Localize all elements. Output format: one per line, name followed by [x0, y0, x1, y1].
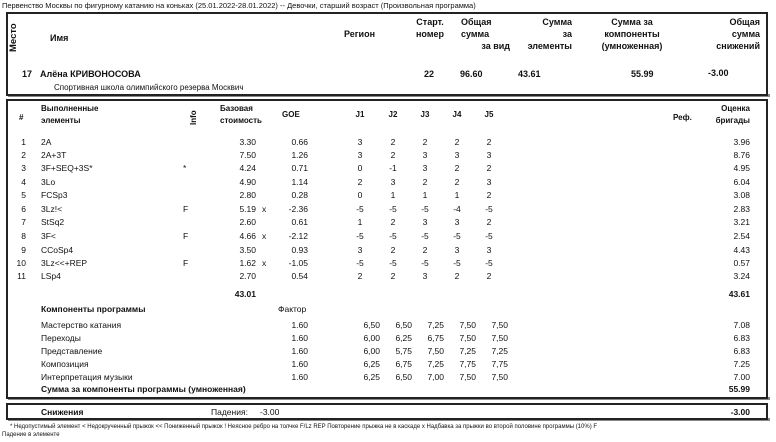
judge-mark: 2: [390, 271, 396, 281]
judge-mark: 3: [357, 150, 363, 160]
total-header: [460, 16, 510, 52]
judge-mark: 7,75: [491, 359, 508, 369]
component-factor: 1.60: [291, 359, 308, 369]
judge-header: J4: [452, 110, 462, 119]
element-base: 7.50: [239, 150, 256, 160]
judge-mark: 7,75: [459, 359, 476, 369]
legend-line-1: * Недопустимый элемент < Недокрученный прыжок << Пониженный прыжок ! Неясное ребро на толчке F/Lz REP Повторение прыжка не в каскаде x Надбавка за прыжки во второй половине программы (10%) F: [10, 424, 598, 430]
element-num: 5: [21, 190, 26, 200]
factor-header: Фактор: [278, 304, 307, 314]
judge-mark: 6,00: [363, 346, 380, 356]
judge-mark: -5: [485, 204, 493, 214]
skater-club: Спортивная школа олимпийского резерва Москвич: [54, 83, 244, 92]
header-line: Старт.: [416, 17, 444, 27]
judge-mark: 3: [390, 177, 396, 187]
judge-mark: -5: [356, 231, 364, 241]
judge-mark: 7,25: [427, 320, 444, 330]
judge-mark: -5: [485, 258, 493, 268]
header-line: Общая: [461, 17, 492, 27]
element-num: 6: [21, 204, 26, 214]
judge-mark: -5: [453, 231, 461, 241]
judge-mark: 7,50: [459, 372, 476, 382]
event-title: Первенство Москвы по фигурному катанию на коньках (25.01.2022-28.01.2022) -- Девочки, старший возраст (Произвольная программа): [2, 1, 476, 10]
judge-mark: 1: [422, 190, 428, 200]
judge-mark: 2: [454, 137, 460, 147]
judge-mark: 3: [357, 137, 363, 147]
judge-mark: 3: [454, 245, 460, 255]
header-line: за вид: [481, 41, 510, 51]
components-header: [592, 16, 672, 52]
score-header: [708, 103, 750, 127]
judge-mark: 7,50: [459, 333, 476, 343]
element-num: 10: [16, 258, 26, 268]
element-base: 2.60: [239, 217, 256, 227]
judge-mark: 7,50: [491, 333, 508, 343]
component-factor: 1.60: [291, 372, 308, 382]
element-score: 8.76: [733, 150, 750, 160]
components-total-label: Сумма за компоненты программы (умноженная): [41, 384, 246, 394]
header-line: компоненты: [604, 29, 660, 39]
component-factor: 1.60: [291, 346, 308, 356]
element-base: 2.80: [239, 190, 256, 200]
judge-mark: 2: [422, 177, 428, 187]
element-name: 2A: [41, 137, 52, 147]
component-name: Переходы: [41, 333, 81, 343]
header-line: Базовая: [220, 104, 253, 113]
element-goe: 0.93: [291, 245, 308, 255]
header-line: сумма: [731, 29, 760, 39]
element-num: 1: [21, 137, 26, 147]
skater-deductions: -3.00: [708, 68, 729, 78]
component-name: Интерпретация музыки: [41, 372, 133, 382]
skater-place: 17: [22, 69, 33, 79]
judge-mark: 2: [486, 190, 492, 200]
element-score: 0.57: [733, 258, 750, 268]
element-score: 4.43: [733, 245, 750, 255]
element-goe: -1.05: [288, 258, 308, 268]
component-score: 6.83: [733, 333, 750, 343]
skater-components: 55.99: [631, 69, 654, 79]
judge-mark: 2: [390, 245, 396, 255]
element-base: 5.19: [239, 204, 256, 214]
deductions-label: Снижения: [41, 407, 84, 417]
element-name: 3F+SEQ+3S*: [41, 163, 93, 173]
element-info: *: [183, 163, 187, 173]
elements-header: [510, 16, 572, 52]
component-factor: 1.60: [291, 333, 308, 343]
element-num: 9: [21, 245, 26, 255]
element-bonus-x: x: [262, 204, 267, 214]
element-goe: -2.36: [288, 204, 308, 214]
element-score: 6.04: [733, 177, 750, 187]
judge-mark: 3: [486, 150, 492, 160]
judge-mark: 6,75: [427, 333, 444, 343]
judge-mark: 2: [422, 245, 428, 255]
element-info: F: [183, 258, 189, 268]
judge-header: J1: [355, 110, 365, 119]
judge-mark: 2: [454, 271, 460, 281]
judge-mark: -4: [453, 204, 461, 214]
deductions-total: -3.00: [730, 407, 750, 417]
judge-mark: -5: [356, 204, 364, 214]
judge-mark: 2: [454, 177, 460, 187]
judge-mark: 6,00: [363, 333, 380, 343]
element-goe: 0.61: [291, 217, 308, 227]
element-name: 3F<: [41, 231, 56, 241]
element-bonus-x: x: [262, 258, 267, 268]
element-score: 3.96: [733, 137, 750, 147]
judge-mark: 3: [454, 217, 460, 227]
judge-mark: 2: [390, 137, 396, 147]
element-goe: 1.14: [291, 177, 308, 187]
judge-mark: -5: [421, 204, 429, 214]
ref-header: Реф.: [673, 113, 692, 122]
num-header: #: [19, 113, 24, 122]
judge-mark: 2: [422, 137, 428, 147]
element-name: FCSp3: [41, 190, 68, 200]
element-name: LSp4: [41, 271, 61, 281]
name-header: Имя: [50, 33, 69, 43]
judge-mark: 7,00: [427, 372, 444, 382]
header-line: Сумма: [542, 17, 572, 27]
judge-mark: 3: [422, 150, 428, 160]
base-total: 43.01: [234, 289, 256, 299]
judge-header: J3: [420, 110, 430, 119]
component-score: 7.00: [733, 372, 750, 382]
header-line: Выполненные: [41, 104, 99, 113]
component-name: Мастерство катания: [41, 320, 122, 330]
element-score: 3.24: [733, 271, 750, 281]
element-name: CCoSp4: [41, 245, 74, 255]
falls-label: Падения:: [211, 407, 248, 417]
header-line: элементы: [527, 41, 572, 51]
deductions-header: [690, 16, 760, 52]
element-goe: 0.28: [291, 190, 308, 200]
element-base: 4.66: [239, 231, 256, 241]
judge-mark: 7,25: [459, 346, 476, 356]
judge-mark: 6,75: [395, 359, 412, 369]
judge-mark: 0: [357, 163, 363, 173]
judge-mark: 2: [390, 217, 396, 227]
element-name: 3Lz!<: [41, 204, 63, 214]
judge-mark: 2: [454, 163, 460, 173]
component-factor: 1.60: [291, 320, 308, 330]
judge-mark: -5: [421, 258, 429, 268]
judge-mark: 5,75: [395, 346, 412, 356]
element-num: 4: [21, 177, 26, 187]
judge-mark: -5: [453, 258, 461, 268]
element-score: 3.08: [733, 190, 750, 200]
element-goe: 1.26: [291, 150, 308, 160]
score-total: 43.61: [728, 289, 750, 299]
element-num: 2: [21, 150, 26, 160]
header-line: бригады: [715, 116, 750, 125]
judge-mark: -5: [389, 231, 397, 241]
element-goe: 0.54: [291, 271, 308, 281]
judge-mark: 3: [422, 271, 428, 281]
judge-mark: -5: [421, 231, 429, 241]
judge-mark: 7,50: [491, 372, 508, 382]
header-line: (умноженная): [601, 41, 663, 51]
element-score: 2.83: [733, 204, 750, 214]
judge-mark: 7,50: [491, 320, 508, 330]
element-header: [41, 103, 98, 127]
element-num: 7: [21, 217, 26, 227]
judge-mark: 7,50: [459, 320, 476, 330]
component-score: 7.25: [733, 359, 750, 369]
header-line: сумма: [461, 29, 490, 39]
element-base: 2.70: [239, 271, 256, 281]
element-base: 3.50: [239, 245, 256, 255]
header-line: за: [562, 29, 572, 39]
judge-mark: -5: [389, 258, 397, 268]
judge-mark: 2: [357, 271, 363, 281]
judge-mark: 6,50: [363, 320, 380, 330]
header-line: снижений: [716, 41, 760, 51]
judge-mark: 2: [357, 177, 363, 187]
element-base: 3.30: [239, 137, 256, 147]
element-name: 2A+3T: [41, 150, 67, 160]
judge-mark: 2: [486, 163, 492, 173]
element-num: 8: [21, 231, 26, 241]
skater-elements: 43.61: [518, 69, 541, 79]
element-bonus-x: x: [262, 231, 267, 241]
judge-mark: 3: [486, 245, 492, 255]
judge-mark: -1: [389, 163, 397, 173]
component-name: Композиция: [41, 359, 89, 369]
components-total-score: 55.99: [728, 384, 750, 394]
element-info: F: [183, 204, 189, 214]
judge-mark: 1: [390, 190, 396, 200]
judge-mark: 3: [486, 177, 492, 187]
component-score: 7.08: [733, 320, 750, 330]
judge-mark: -5: [485, 231, 493, 241]
element-goe: 0.71: [291, 163, 308, 173]
info-header: Info: [189, 110, 198, 125]
header-line: Оценка: [721, 104, 750, 113]
base-header: [220, 103, 262, 127]
judge-header: J2: [388, 110, 398, 119]
element-base: 1.62: [239, 258, 256, 268]
judge-mark: 6,50: [395, 372, 412, 382]
element-goe: -2.12: [288, 231, 308, 241]
element-info: F: [183, 231, 189, 241]
judge-mark: 6,25: [363, 359, 380, 369]
judge-mark: 3: [422, 163, 428, 173]
judge-header: J5: [484, 110, 494, 119]
component-score: 6.83: [733, 346, 750, 356]
judge-mark: 0: [357, 190, 363, 200]
element-num: 3: [21, 163, 26, 173]
judge-mark: 2: [486, 271, 492, 281]
header-line: Общая: [729, 17, 760, 27]
goe-header: GOE: [282, 110, 300, 119]
judge-mark: 1: [357, 217, 363, 227]
judge-mark: -5: [356, 258, 364, 268]
header-line: элементы: [41, 116, 81, 125]
judge-mark: 3: [357, 245, 363, 255]
region-header: Регион: [344, 29, 375, 39]
judge-mark: 2: [486, 217, 492, 227]
judge-mark: 2: [486, 137, 492, 147]
element-name: StSq2: [41, 217, 65, 227]
element-base: 4.90: [239, 177, 256, 187]
judge-mark: 7,50: [427, 346, 444, 356]
start-no-header: [400, 16, 460, 40]
element-goe: 0.66: [291, 137, 308, 147]
element-base: 4.24: [239, 163, 256, 173]
element-score: 3.21: [733, 217, 750, 227]
judge-mark: 7,25: [427, 359, 444, 369]
component-name: Представление: [41, 346, 103, 356]
judge-mark: 1: [454, 190, 460, 200]
judge-mark: -5: [389, 204, 397, 214]
element-name: 3Lz<<+REP: [41, 258, 88, 268]
skater-name: Алёна КРИВОНОСОВА: [40, 69, 141, 79]
judge-mark: 3: [422, 217, 428, 227]
judge-mark: 2: [390, 150, 396, 160]
skater-total: 96.60: [460, 69, 483, 79]
components-title: Компоненты программы: [41, 304, 146, 314]
place-header: Место: [8, 23, 19, 52]
falls-value: -3.00: [260, 407, 280, 417]
skater-start-no: 22: [423, 69, 434, 79]
judge-mark: 6,25: [363, 372, 380, 382]
judge-mark: 7,25: [491, 346, 508, 356]
header-line: номер: [416, 29, 444, 39]
header-line: стоимость: [220, 116, 262, 125]
element-num: 11: [17, 271, 26, 281]
element-name: 3Lo: [41, 177, 56, 187]
judge-mark: 3: [454, 150, 460, 160]
legend-line-2: Падение в элементе: [2, 432, 60, 438]
judge-mark: 6,25: [395, 333, 412, 343]
deductions-box: [6, 403, 768, 420]
element-score: 2.54: [733, 231, 750, 241]
header-line: Сумма за: [611, 17, 653, 27]
judge-mark: 6,50: [395, 320, 412, 330]
element-score: 4.95: [733, 163, 750, 173]
